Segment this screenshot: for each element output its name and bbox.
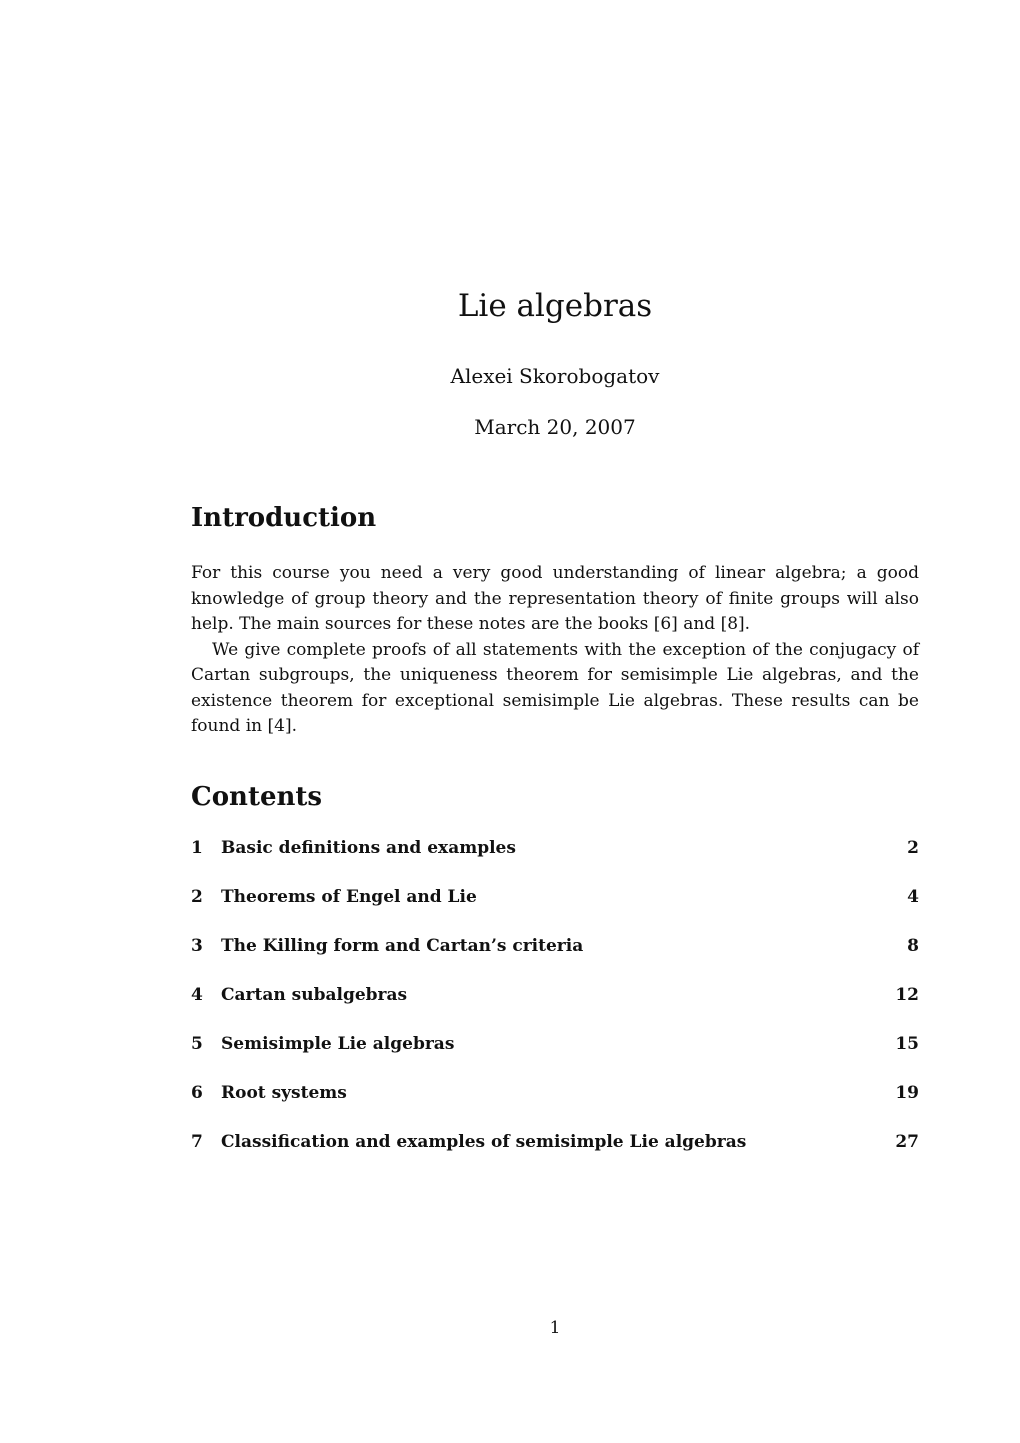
toc-entry[interactable]: [191, 887, 919, 936]
toc-entry-number: 6: [191, 1083, 203, 1103]
toc-entry-page: 12: [895, 985, 919, 1005]
toc-entry-page: 4: [907, 887, 919, 907]
toc-entry-title: Semisimple Lie algebras: [221, 1034, 455, 1054]
toc-entry-page: 27: [895, 1132, 919, 1152]
introduction-paragraph: For this course you need a very good understanding of linear algebra; a good knowledge of group theory and the representation theory of finite groups will also help. The main sources for these notes are the books [6] and [8].: [191, 563, 919, 634]
toc-entry-title: Cartan subalgebras: [221, 985, 408, 1005]
toc-entry-title: Theorems of Engel and Lie: [221, 887, 477, 907]
introduction-body: [191, 561, 919, 740]
toc-entry-number: 4: [191, 985, 203, 1005]
toc-entry[interactable]: [191, 1132, 919, 1181]
toc-entry[interactable]: [191, 936, 919, 985]
document-date: March 20, 2007: [474, 415, 636, 439]
contents-heading: Contents: [191, 782, 323, 812]
introduction-heading: Introduction: [191, 503, 377, 533]
document-title: Lie algebras: [457, 288, 653, 324]
toc-entry-number: 7: [191, 1132, 203, 1152]
toc-entry-page: 8: [907, 936, 919, 956]
toc-entry-page: 19: [895, 1083, 919, 1103]
toc-entry-number: 5: [191, 1034, 203, 1054]
toc-entry[interactable]: [191, 838, 919, 887]
toc-entry[interactable]: [191, 1034, 919, 1083]
document-author: Alexei Skorobogatov: [450, 364, 660, 388]
toc-entry-number: 1: [191, 838, 203, 858]
introduction-paragraph: We give complete proofs of all statements with the exception of the conjugacy of Cartan subgroups, the uniqueness theorem for semisimple Lie algebras, and the existence theorem for exceptional semisimple Lie algebras. These results can be found in [4].: [191, 639, 919, 736]
toc-entry-page: 15: [895, 1034, 919, 1054]
table-of-contents: [191, 838, 919, 1181]
toc-entry-title: Root systems: [221, 1083, 347, 1103]
toc-entry-title: Basic definitions and examples: [221, 838, 516, 858]
toc-entry-title: Classification and examples of semisimple Lie algebras: [221, 1132, 747, 1152]
toc-entry[interactable]: [191, 1083, 919, 1132]
toc-entry-page: 2: [907, 838, 919, 858]
page-number: 1: [549, 1318, 561, 1338]
toc-entry-number: 2: [191, 887, 203, 907]
toc-entry-number: 3: [191, 936, 203, 956]
toc-entry[interactable]: [191, 985, 919, 1034]
toc-entry-title: The Killing form and Cartan’s criteria: [221, 936, 584, 956]
